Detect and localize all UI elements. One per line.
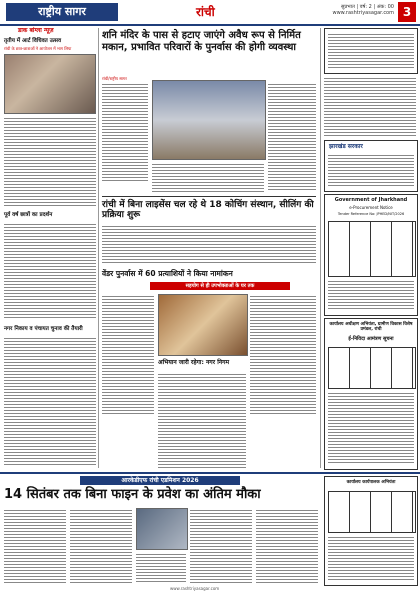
lead-body-1	[102, 82, 148, 182]
event-photo	[4, 54, 96, 114]
notice-title-4: ई-निविदा आमंत्रण सूचना	[348, 336, 394, 342]
story3-headline: वेंडर पुनर्वास में 60 प्रत्याशियों ने किया नामांकन	[102, 269, 233, 278]
left-body-1	[4, 116, 96, 208]
left-subhead: रांची के छात्र-छात्राओं ने आयोजन में भाग लिया	[4, 46, 72, 51]
tender-subtitle: e-Procurement Notice	[349, 205, 393, 210]
masthead	[0, 0, 420, 26]
notice-box-3	[324, 318, 418, 470]
brand-logo: राष्ट्रीय सागर	[6, 3, 118, 21]
story3-photo	[158, 294, 248, 356]
right-divider	[320, 28, 321, 468]
column-label: डाक बांग्ला न्यूज़	[18, 27, 54, 34]
section-title: रांची	[196, 5, 215, 19]
tender-table	[328, 221, 416, 277]
notice-title-2: झारखंड सरकार	[329, 143, 363, 150]
notice-text-1	[328, 32, 414, 70]
bottom-notice-table	[328, 491, 416, 533]
footer-url: www.rashtriyasagar.com	[170, 586, 220, 591]
story3-body-2	[250, 294, 316, 414]
bottom-body-2	[70, 508, 132, 584]
notice-text-3	[328, 391, 414, 465]
bottom-body-5	[256, 508, 318, 584]
story4-headline: अभियान जारी रहेगा: नगर निगम	[158, 359, 230, 366]
lead-body-2	[152, 162, 264, 192]
notice-box-1	[324, 28, 418, 74]
bottom-notice-title: कार्यालय कार्यपालक अभियंता	[346, 480, 396, 485]
notice-text-2	[328, 153, 414, 187]
tender-title: Government of Jharkhand	[334, 197, 408, 203]
left-body-2	[4, 222, 96, 320]
left-headline-3: नगर निकाय व पंचायत चुनाव की तैयारी	[4, 326, 83, 332]
page-number: 3	[398, 2, 416, 22]
tender-notice	[324, 194, 418, 316]
bottom-headline: 14 सितंबर तक बिना फाइन के प्रवेश का अंतिम मौका	[4, 487, 261, 502]
tender-text	[328, 279, 414, 311]
right-body-1	[324, 76, 416, 136]
bottom-body-3	[136, 552, 186, 584]
story3-body-1	[102, 294, 154, 414]
lead-byline: रांची/राष्ट्रीय सागर	[102, 76, 127, 81]
notice-title-3: कार्यालय अधीक्षण अभियंता, ग्रामीण विकास विशेष प्रमंडल, रांची	[329, 322, 413, 333]
left-body-3	[4, 336, 96, 466]
story4-body	[158, 372, 246, 468]
left-column	[4, 28, 96, 468]
bottom-rule	[0, 472, 420, 474]
bottom-body-4	[190, 508, 252, 584]
date-line: सुप्रभात | वर्ष: 2 | अंक: 00 www.rashtriyasagar.com	[332, 4, 394, 16]
story3-subhead: सहयोग से ही उपभोक्ताओं के घर तक	[150, 282, 290, 290]
bottom-notice	[324, 476, 418, 586]
left-headline: तृतीय में आर्ट विधिवत उत्सव	[4, 38, 62, 44]
divider	[102, 196, 316, 197]
bottom-notice-text	[328, 535, 414, 581]
notice-box-2	[324, 140, 418, 192]
story2-body	[102, 224, 316, 264]
story2-headline: रांची में बिना लाइसेंस चल रहे थे 18 कोचिंग संस्थान, सीलिंग की प्रक्रिया शुरू	[102, 200, 314, 221]
lead-photo	[152, 80, 266, 160]
tender-ref: Tender Reference No: JPHED/NIT/2026	[337, 212, 405, 216]
column-divider	[98, 28, 99, 468]
left-headline-2: पूर्व वर्ष छात्रों का प्रदर्शन	[4, 212, 53, 218]
notice-table	[328, 347, 416, 389]
lead-body-3	[268, 82, 316, 192]
bottom-body-1	[4, 508, 66, 584]
bottom-tag: आरकेडीएफ रांची एडमिशन 2026	[80, 476, 240, 485]
lead-headline: शनि मंदिर के पास से हटाए जाएंगे अवैध रूप से निर्मित मकान, प्रभावित परिवारों के पुनर्वास की होगी व्यवस्था	[102, 30, 301, 53]
bottom-photo	[136, 508, 188, 550]
